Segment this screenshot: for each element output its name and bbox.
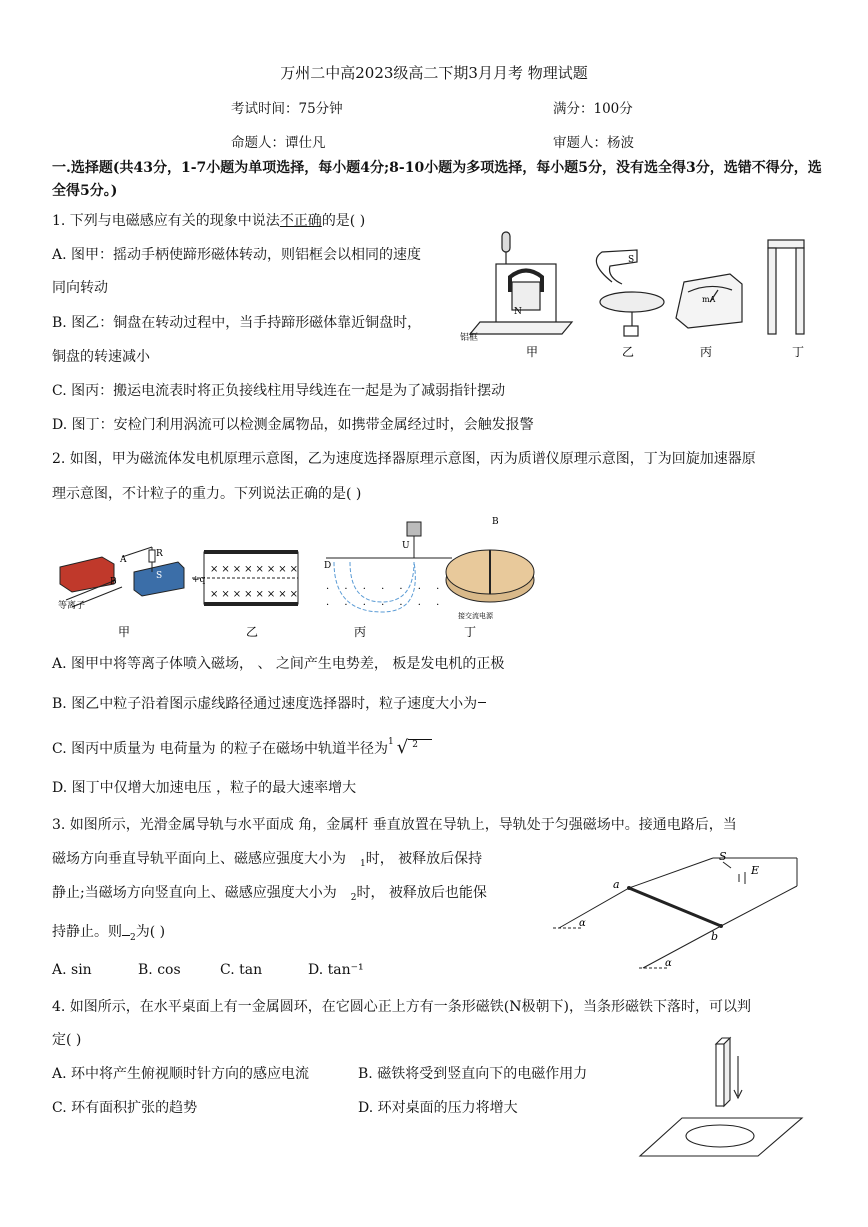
d-label: D [324,561,332,571]
angle-label-2: α [665,958,672,969]
q3-option-d: D. tan⁻¹ [308,962,364,978]
q3-option-c: C. tan [220,962,263,978]
author: 命题人：谭仕凡 [231,135,326,151]
point-b-label: b [711,930,719,943]
q4-option-b: B. 磁铁将受到竖直向下的电磁作用力 [358,1066,588,1082]
q4-stem-line2: 定( ) [52,1032,82,1048]
q4-option-d: D. 环对桌面的压力将增大 [358,1100,518,1116]
fig-label-ding: 丁 [792,345,805,359]
q2-fig-label-jia: 甲 [118,625,131,639]
q-label: +q [192,575,206,585]
fig-label-jia: 甲 [526,345,539,359]
angle-label-1: α [579,918,586,929]
q4-option-c: C. 环有面积扩张的趋势 [52,1100,198,1116]
q1-option-d: D. 图丁：安检门利用涡流可以检测金属物品，如携带金属经过时，会触发报警 [52,417,534,433]
q3-stem-line4: 持静止。则 $_2$为( ) [52,924,166,943]
r-label: R [156,549,163,559]
switch-s-label: S [719,850,727,863]
figure-ding [768,240,804,334]
section-heading: 一.选择题(共43分，1-7小题为单项选择，每小题4分;8-10小题为多项选择，每小题5分，没有选全得3分，选错不得分，选全得5分。) [52,160,822,199]
svg-text:· · · · · · ·: · · · · · · · [326,584,446,595]
q1-figures [462,222,812,362]
q4-stem-line1: 4. 如图所示，在水平桌面上有一金属圆环，在它圆心正上方有一条形磁铁(N极朝下)，当条形磁铁下落时，可以判 [52,999,751,1015]
q2-option-c: C. 图丙中质量为 电荷量为 的粒子在磁场中轨道半径为$^1$ √ 2 [52,737,432,758]
q2-option-a: A. 图甲中将等离子体喷入磁场， 、 之间产生电势差， 板是发电机的正极 [52,656,505,672]
ma-label: mA [702,295,716,304]
q3-stem-line1: 3. 如图所示，光滑金属导轨与水平面成 角，金属杆 垂直放置在导轨上，导轨处于匀强磁场中。接通电路后，当 [52,817,737,833]
plasma-label: 等离子 [58,601,86,611]
q1-option-b-cont: 铜盘的转速减小 [52,349,150,365]
b-label: B [110,577,117,587]
q3-stem-line3: 静止;当磁场方向竖直向上、磁感应强度大小为 $_2$时， 被释放后也能保 [52,885,487,903]
x-marks: ×××××××× [210,564,302,575]
n-pole-label: N [514,307,522,317]
ac-source-label: 接交流电源 [458,612,493,620]
q2-option-b: B. 图乙中粒子沿着图示虚线路径通过速度选择器时，粒子速度大小为 [52,693,486,713]
q4-option-a: A. 环中将产生俯视顺时针方向的感应电流 [52,1066,310,1082]
cyclotron-b-label: B [492,517,499,527]
q2-figures [52,512,532,642]
u-label: U [402,541,410,551]
q2-stem-line1: 2. 如图，甲为磁流体发电机原理示意图，乙为速度选择器原理示意图，丙为质谱仪原理示意图，丁为回旋加速器原 [52,451,756,467]
a-label: A [120,555,127,565]
fig-label-bing: 丙 [700,345,713,359]
exam-time: 考试时间：75分钟 [231,101,343,117]
q4-figure [638,1036,810,1162]
q1-option-b: B. 图乙：铜盘在转动过程中，当手持蹄形磁体靠近铜盘时， [52,315,422,331]
q2-fig-label-yi: 乙 [246,625,259,639]
al-frame-label: 铝框 [460,333,479,343]
reviewer: 审题人：杨波 [553,135,634,151]
q1-stem: 1. 下列与电磁感应有关的现象中说法不正确的是( ) [52,213,366,229]
q2-stem-line2: 理示意图，不计粒子的重力。下列说法正确的是( ) [52,486,362,502]
svg-text:· · · · · · ·: · · · · · · · [326,600,446,611]
figure-mass-spectrometer [326,522,452,612]
figure-cyclotron [446,550,534,602]
q2-option-d: D. 图丁中仅增大加速电压 ，粒子的最大速率增大 [52,780,357,796]
battery-e-label: E [751,864,760,877]
figure-jia [470,232,572,334]
s-pole-label: S [628,255,635,265]
q3-figure [553,848,833,972]
q1-option-a: A. 图甲：摇动手柄使蹄形磁体转动，则铝框会以相同的速度 [52,247,422,263]
full-score: 满分：100分 [553,101,633,117]
q2-fig-label-bing: 丙 [354,625,367,639]
q3-option-a: A. sin [52,962,92,978]
q1-option-a-cont: 同向转动 [52,280,108,296]
point-a-label: a [613,878,620,891]
s-label: S [156,571,163,581]
q3-stem-line2: 磁场方向垂直导轨平面向上、磁感应强度大小为 $_1$时， 被释放后保持 [52,851,483,869]
q1-option-c: C. 图丙：搬运电流表时将正负接线柱用导线连在一起是为了减弱指针摆动 [52,383,506,399]
q3-option-b: B. cos [138,962,181,978]
page-title: 万州二中高2023级高二下期3月月考 物理试题 [280,64,588,82]
svg-text:××××××××: ×××××××× [210,589,302,600]
q2-fig-label-ding: 丁 [464,625,477,639]
fig-label-yi: 乙 [622,345,635,359]
